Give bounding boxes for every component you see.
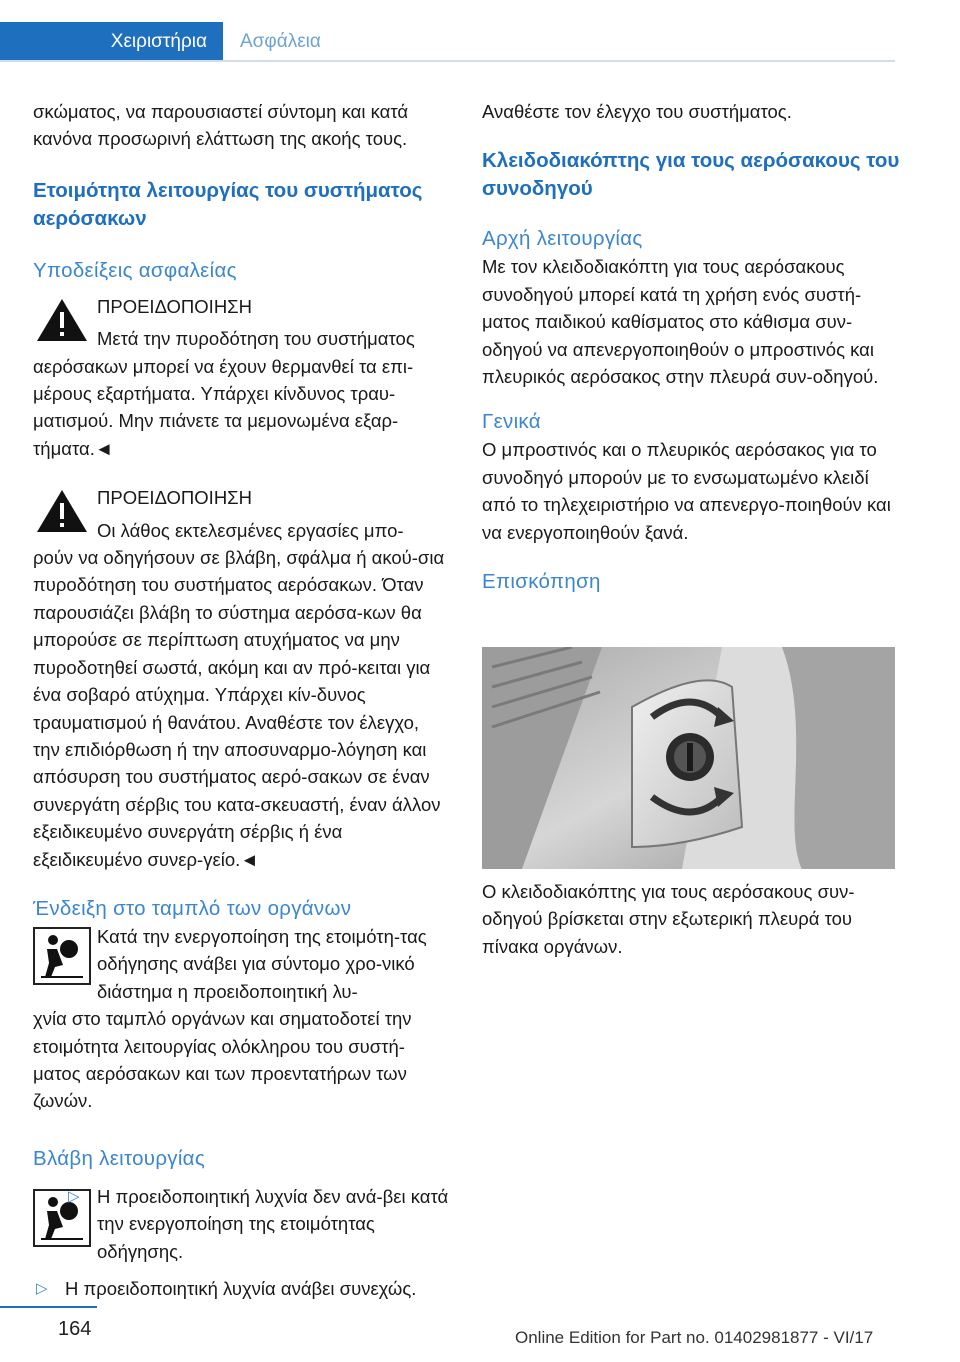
page-number: 164	[58, 1318, 92, 1340]
warning-2-title: ΠΡΟΕΙΔΟΠΟΙΗΣΗ	[97, 487, 252, 509]
footer-divider	[0, 1306, 97, 1308]
section-tab-safety: Ασφάλεια	[240, 31, 321, 52]
heading-readiness: Ετοιμότητα λειτουργίας του συστήματος αερόσακων	[33, 178, 423, 230]
photo-caption: Ο κλειδοδιακόπτης για τους αερόσακους συν-οδηγού βρίσκεται στην εξωτερική πλευρά του πίνακα οργάνων.	[482, 881, 855, 957]
indicator-text: χνία στο ταμπλό οργάνων και σηματοδοτεί την ετοιμότητα λειτουργίας ολόκληρου του συστή-ματος αερόσακων και των προεντατήρων των ζωνών.	[33, 1008, 412, 1112]
warning-1-first-line: Μετά την πυροδότηση του συστήματος	[97, 328, 415, 350]
bullet-triangle-icon: ▷	[68, 1187, 80, 1205]
heading-key-switch: Κλειδοδιακόπτης για τους αερόσακους του συνοδηγού	[482, 149, 900, 201]
fault-bullet-2: Η προειδοποιητική λυχνία ανάβει συνεχώς.	[65, 1278, 417, 1299]
principle-text: Με τον κλειδοδιακόπτη για τους αερόσακους συνοδηγού μπορεί κατά τη χρήση ενός συστή-ματος παιδικού καθίσματος στο κάθισμα συν-οδηγού να απενεργοποιηθούν ο μπροστινός και πλευρικός αερόσακος στην πλευρά συν-οδηγού.	[482, 256, 879, 388]
section-tab-controls: Χειριστήρια	[0, 22, 223, 62]
heading-general: Γενικά	[482, 410, 541, 434]
heading-indicator: Ένδειξη στο ταμπλό των οργάνων	[33, 896, 352, 920]
bullet-triangle-icon: ▷	[36, 1280, 48, 1297]
indicator-first-lines: Κατά την ενεργοποίηση της ετοιμότη-τας οδήγησης ανάβει για σύντομο χρο-νικό διάστημα η προειδοποιητική λυ-	[97, 925, 427, 1002]
key-switch-illustration	[482, 647, 895, 869]
warning-2-first-line: Οι λάθος εκτελεσμένες εργασίες μπο-	[97, 519, 404, 541]
header-divider	[0, 60, 895, 62]
warning-1-title: ΠΡΟΕΙΔΟΠΟΙΗΣΗ	[97, 295, 252, 317]
right-intro: Αναθέστε τον έλεγχο του συστήματος.	[482, 101, 792, 122]
right-column	[482, 98, 900, 596]
warning-2-text: ρούν να οδηγήσουν σε βλάβη, σφάλμα ή ακού-σια πυροδότηση του συστήματος αερόσακων. Όταν παρουσιάζει βλάβη το σύστημα αερόσα-κων θα μπορούσε σε περίπτωση ατυχήματος να μην πυροδοτηθεί σωστά, ακόμη και αν πρό-κειται για ένα σοβαρό ατύχημα. Υπάρχει κίν-δυνος τραυματισμού ή θανάτου. Αναθέστε τον έλεγχο, την επιδιόρθωση ή την αποσυναρμο-λόγηση και απόσυρση του συστήματος αερό-σακων σε έναν συνεργάτη σέρβις του κατα-σκευαστή, έναν άλλον εξειδικευμένο συνεργάτη σέρβις ή ένα εξειδικευμένο συνερ-γείο.◄	[33, 547, 445, 870]
heading-principle: Αρχή λειτουργίας	[482, 227, 643, 251]
left-column	[33, 98, 451, 1302]
heading-overview: Επισκόπηση	[482, 570, 601, 594]
page-header	[0, 0, 960, 62]
airbag-warning-icon	[33, 927, 91, 985]
indicator-block	[33, 923, 451, 1115]
key-switch-photo	[482, 647, 895, 869]
intro-paragraph: σκώματος, να παρουσιαστεί σύντομη και κατά κανόνα προσωρινή ελάττωση της ακοής τους.	[33, 101, 409, 150]
heading-safety-notes: Υποδείξεις ασφαλείας	[33, 258, 237, 282]
fault-bullet-1: Η προειδοποιητική λυχνία δεν ανά-βει κατά την ενεργοποίηση της ετοιμότητας οδήγησης.	[97, 1185, 449, 1262]
fault-list-item	[33, 1275, 451, 1302]
heading-fault: Βλάβη λειτουργίας	[33, 1146, 206, 1170]
warning-triangle-icon	[33, 486, 91, 536]
warning-triangle-icon	[33, 295, 91, 345]
warning-block-2	[33, 484, 451, 873]
warning-1-text: αερόσακων μπορεί να έχουν θερμανθεί τα επι-μέρους εξαρτήματα. Υπάρχει κίνδυνος τραυ-ματισμού. Μην πιάνετε τα μεμονωμένα εξαρ-τήματα.◄	[33, 355, 414, 459]
warning-block-1	[33, 293, 451, 462]
fault-block	[33, 1183, 451, 1303]
general-text: Ο μπροστινός και ο πλευρικός αερόσακος για το συνοδηγό μπορούν με το ενσωματωμένο κλειδί από το τηλεχειριστήριο να απενεργο-ποιηθούν και να ενεργοποιηθούν ξανά.	[482, 439, 891, 543]
footer-edition: Online Edition for Part no. 01402981877 - VI/17	[515, 1328, 874, 1347]
fault-list-item	[33, 1183, 451, 1265]
